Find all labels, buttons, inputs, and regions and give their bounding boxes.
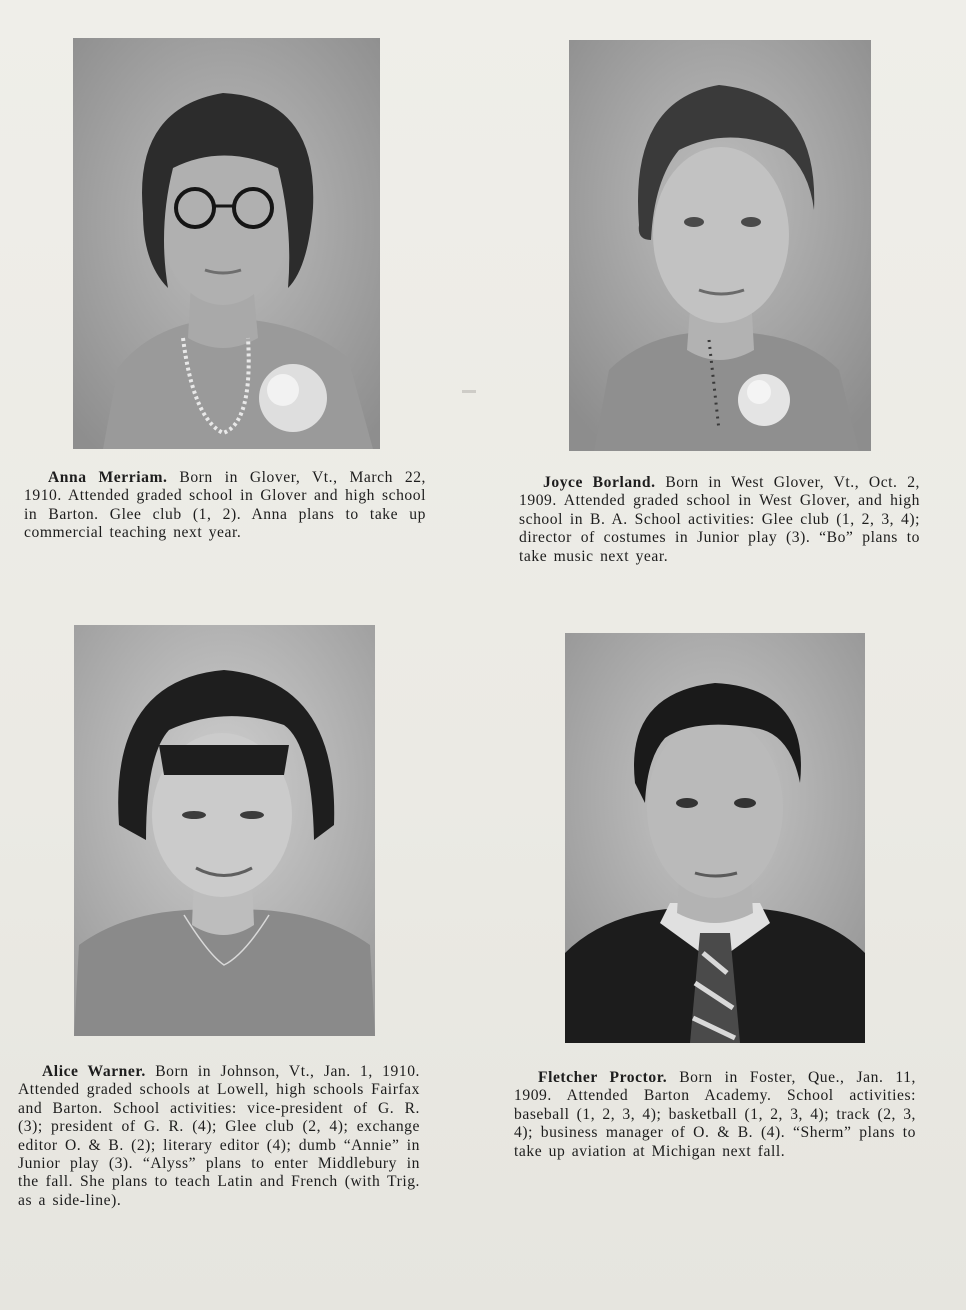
student-bio: Born in Foster, Que., Jan. 11, 1909. Attended Barton Academy. School activities: baseball (1, 2, 3, 4); basketball (1, 2, 3, 4); track (2, 3, 4); business manager of O. & B. (4). “Sherm” plans to take up aviation at Michigan next fall. <box>514 1069 916 1160</box>
student-name: Joyce Borland. <box>543 474 656 491</box>
student-bio: Born in West Glover, Vt., Oct. 2, 1909. Attended graded school in West Glover, and high school in B. A. School activities: Glee club (1, 2, 3, 4); director of costumes in Junior play (3). “Bo” plans to take music next year. <box>519 474 921 565</box>
student-name: Fletcher Proctor. <box>538 1069 668 1086</box>
bio-fletcher-proctor <box>514 1069 916 1161</box>
student-bio: Born in Glover, Vt., March 22, 1910. Attended graded school in Glover and high school in Barton. Glee club (1, 2). Anna plans to take up commercial teaching next year. <box>24 469 426 542</box>
portrait-alice-warner <box>74 625 375 1036</box>
student-name: Alice Warner. <box>42 1063 146 1080</box>
portrait-anna-merriam <box>73 38 380 449</box>
page-mark <box>462 390 476 393</box>
student-bio: Born in Johnson, Vt., Jan. 1, 1910. Attended graded schools at Lowell, high schools Fairfax and Barton. School activities: vice-president of G. R. (3); president of G. R. (4); Glee club (2, 4); exchange editor O. & B. (2); literary editor (4); dumb “Annie” in Junior play (3). “Alyss” plans to enter Middlebury in the fall. She plans to teach Latin and French (with Trig. as a side-line). <box>18 1063 421 1209</box>
bio-alice-warner <box>18 1063 420 1210</box>
portrait-joyce-borland <box>569 40 871 451</box>
portrait-fletcher-proctor <box>565 633 865 1043</box>
bio-anna-merriam <box>24 469 426 543</box>
bio-joyce-borland <box>519 474 920 566</box>
student-name: Anna Merriam. <box>48 469 168 486</box>
